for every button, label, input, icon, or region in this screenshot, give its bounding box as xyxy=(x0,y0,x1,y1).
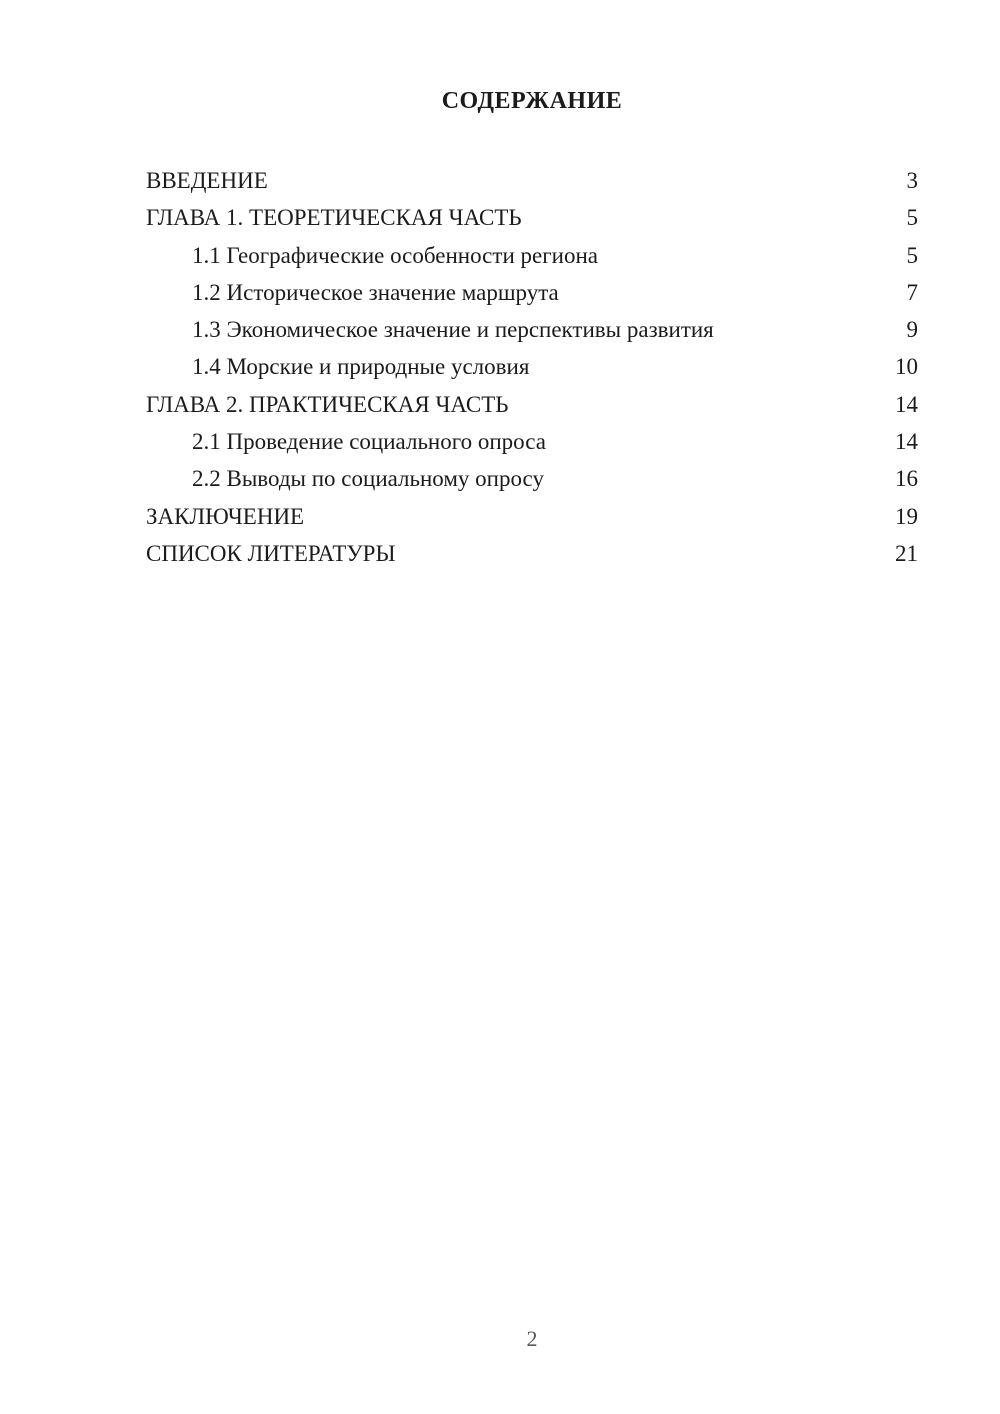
toc-entry-page: 9 xyxy=(906,317,918,343)
toc-entry-label: 2.1 Проведение социального опроса xyxy=(192,429,546,455)
toc-entry-page: 10 xyxy=(895,354,918,380)
toc-entry-label: 1.4 Морские и природные условия xyxy=(192,354,530,380)
toc-entry-label: ГЛАВА 2. ПРАКТИЧЕСКАЯ ЧАСТЬ xyxy=(146,391,509,417)
toc-entry xyxy=(146,460,918,497)
toc-entry xyxy=(146,386,918,423)
toc-entry-page: 7 xyxy=(906,279,918,305)
page-number: 2 xyxy=(526,1326,538,1351)
toc-entry-page: 16 xyxy=(895,466,918,492)
toc-entry xyxy=(146,535,918,572)
toc-entry-label: СПИСОК ЛИТЕРАТУРЫ xyxy=(146,540,396,566)
toc-entry-label: 1.2 Историческое значение маршрута xyxy=(192,279,559,305)
table-of-contents xyxy=(146,162,918,572)
toc-entry xyxy=(146,274,918,311)
toc-entry-page: 19 xyxy=(895,503,918,529)
toc-entry-page: 5 xyxy=(906,205,918,231)
toc-entry-page: 3 xyxy=(906,168,918,193)
toc-entry-label: 1.3 Экономическое значение и перспективы развития xyxy=(192,317,714,343)
toc-entry xyxy=(146,423,918,460)
toc-entry-page: 14 xyxy=(895,429,918,455)
toc-entry xyxy=(146,237,918,274)
toc-entry-page: 5 xyxy=(906,242,918,268)
toc-entry-page: 21 xyxy=(895,540,918,566)
page-title: СОДЕРЖАНИЕ xyxy=(441,88,623,114)
toc-entry xyxy=(146,498,918,535)
toc-entry xyxy=(146,162,918,199)
toc-entry-label: ЗАКЛЮЧЕНИЕ xyxy=(146,503,305,529)
toc-entry-label: ВВЕДЕНИЕ xyxy=(146,168,268,193)
toc-entry-label: ГЛАВА 1. ТЕОРЕТИЧЕСКАЯ ЧАСТЬ xyxy=(146,205,522,231)
toc-entry xyxy=(146,311,918,348)
toc-entry xyxy=(146,199,918,236)
toc-entry xyxy=(146,348,918,385)
toc-entry-page: 14 xyxy=(895,391,918,417)
toc-entry-label: 1.1 Географические особенности региона xyxy=(192,242,598,268)
toc-entry-label: 2.2 Выводы по социальному опросу xyxy=(192,466,544,492)
